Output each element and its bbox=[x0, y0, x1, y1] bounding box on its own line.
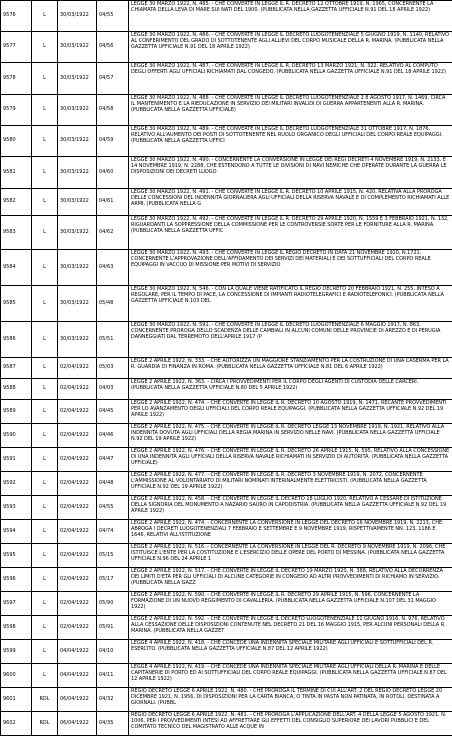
record-number-cell: 9587 bbox=[1, 358, 32, 379]
record-number-cell: 9594 bbox=[1, 520, 32, 544]
record-number-cell: 9595 bbox=[1, 544, 32, 568]
table-row bbox=[1, 157, 452, 189]
act-type-cell: L bbox=[32, 32, 58, 63]
act-description-cell: LEGGE 30 MARZO 1922, N. 591. - CHE CONVERTE IN LEGGE IL DECRETO LUOGOTENENZIALE 6 MAGGIO 1917, N. 863, CONCERNENTE PROROGA DELLO SCADENZA DELLE CAMBIALI IN ALCUNI COMUNI DELLE PROVINCIE DI AREZZO E DI PERUGIA DANNEGGIATI DAL TERREMOTO DELL'APRILE 1917 (P bbox=[129, 322, 452, 358]
act-description-cell: LEGGE 2 APRILE 1922, N. 475. - CHE CONVERTE IN LEGGE IL R. DECRETO LEGGE 13 NOVEMBRE 1919, N. 1921, RELATIVO ALLA INDENNITÀ DOVUTA AGLI UFFICIALI DELLA REGIA MARINA IN SERVIZIO NELLE NAVI. (PUBBLICATA NELLA GAZZETTA UFFICIALE N.92 DEL 19 APRILE 1922) bbox=[129, 424, 452, 448]
act-description-cell: LEGGE 2 APRILE 1922, N. 592. - CHE CONVERTE IN LEGGE IL DECRETO LUOGOTENENZIALE 11 GIUGNO 1916, N. 976, RELATIVO ALLA CESSAZIONE DELLE DISPOSIZIONI CONTENUTE NEL DECRETO 21 DEL 16 MAGGIO 1915, PER ALCUNI PERSONALI DELLA R. MARINA. (PUBBLICATA NELLA GAZZET bbox=[129, 616, 452, 640]
act-date-cell: 06/04/1922 bbox=[58, 688, 97, 712]
act-type-cell: L bbox=[32, 189, 58, 216]
page-code-cell: 04/56 bbox=[97, 32, 129, 63]
page-code-cell: 04/60 bbox=[97, 157, 129, 189]
page-code-cell: 04/03 bbox=[97, 379, 129, 400]
act-date-cell: 02/04/1922 bbox=[58, 472, 97, 496]
page-code-cell: 04/48 bbox=[97, 472, 129, 496]
page-code-cell: 05/48 bbox=[97, 286, 129, 322]
record-number-cell: 9580 bbox=[1, 126, 32, 157]
record-number-cell: 9579 bbox=[1, 95, 32, 126]
table-row bbox=[1, 568, 452, 592]
page-code-cell: 04/47 bbox=[97, 448, 129, 472]
record-number-cell: 9584 bbox=[1, 250, 32, 286]
record-number-cell: 9598 bbox=[1, 616, 32, 640]
act-date-cell: 02/04/1922 bbox=[58, 544, 97, 568]
act-type-cell: L bbox=[32, 157, 58, 189]
act-type-cell: L bbox=[32, 592, 58, 616]
table-row bbox=[1, 379, 452, 400]
act-description-cell: LEGGE 30 MARZO 1922, N. 492. - CHE CONVERTE IN LEGGE IL R. DECRETO 29 APRILE 1920, N. 1559 E 3 FEBBRAIO 1921, N. 132, RIGUARDANTI LA SOPPRESSIONE DELLA COMMISSIONE PER LE CONTROVERSIE SORTE PER LE FORNITURE ALLA R. MARINA. (PUBBLICATA NELLA GAZZETTA UFFIC bbox=[129, 216, 452, 250]
page-code-cell: 04/57 bbox=[97, 63, 129, 95]
table-row bbox=[1, 1, 452, 32]
table-row bbox=[1, 544, 452, 568]
record-number-cell: 9578 bbox=[1, 63, 32, 95]
page-code-cell: 04/55 bbox=[97, 1, 129, 32]
act-type-cell: L bbox=[32, 568, 58, 592]
act-date-cell: 30/03/1922 bbox=[58, 126, 97, 157]
record-number-cell: 9600 bbox=[1, 664, 32, 688]
act-description-cell: LEGGE 30 MARZO 1922, N. 546. - CON LA QUALE VIENE RATIFICATO IL REGIO DECRETO 20 FEBBRAIO 1921, N. 255, INTESO A REGOLARE, PER IL TEMPO DI PACE, LA CONCESSIONE DI IMPIANTI RADIOTELEGRAFICI E RADIOTELEFONICI. (PUBBLICATA NELLA GAZZETTA UFFICIALE N.103 DEL bbox=[129, 286, 452, 322]
act-type-cell: L bbox=[32, 95, 58, 126]
table-row bbox=[1, 322, 452, 358]
record-number-cell: 9592 bbox=[1, 472, 32, 496]
act-type-cell: L bbox=[32, 400, 58, 424]
act-date-cell: 30/03/1922 bbox=[58, 1, 97, 32]
act-date-cell: 02/04/1922 bbox=[58, 424, 97, 448]
page-code-cell: 04/74 bbox=[97, 520, 129, 544]
table-row bbox=[1, 189, 452, 216]
table-row bbox=[1, 688, 452, 712]
record-number-cell: 9599 bbox=[1, 640, 32, 664]
record-number-cell: 9597 bbox=[1, 592, 32, 616]
act-date-cell: 02/04/1922 bbox=[58, 616, 97, 640]
act-type-cell: RDL bbox=[32, 688, 58, 712]
record-number-cell: 9582 bbox=[1, 189, 32, 216]
page-code-cell: 05/90 bbox=[97, 592, 129, 616]
act-date-cell: 30/03/1922 bbox=[58, 216, 97, 250]
page-code-cell: 04/32 bbox=[97, 688, 129, 712]
act-date-cell: 30/03/1922 bbox=[58, 157, 97, 189]
record-number-cell: 9591 bbox=[1, 448, 32, 472]
page-code-cell: 04/63 bbox=[97, 250, 129, 286]
table-row bbox=[1, 448, 452, 472]
record-number-cell: 9583 bbox=[1, 216, 32, 250]
act-date-cell: 04/04/1922 bbox=[58, 640, 97, 664]
act-description-cell: LEGGE 2 APRILE 1922, N. 474. - CHE CONVERTE IN LEGGE IL R. DECRETO 10 AGOSTO 1919, N. 1471, RECANTE PROVVEDIMENTI PER LO AVANZAMENTO DEGLI UFFICIALI DEL CORPO REALE EQUIPAGGI. (PUBBLICATA NELLA GAZZETTA UFFICIALE N.92 DEL 19 APRILE 1922) bbox=[129, 400, 452, 424]
register-body bbox=[1, 1, 452, 736]
record-number-cell: 9590 bbox=[1, 424, 32, 448]
page-code-cell: 04/55 bbox=[97, 496, 129, 520]
page-code-cell: 04/59 bbox=[97, 126, 129, 157]
table-row bbox=[1, 640, 452, 664]
act-date-cell: 02/04/1922 bbox=[58, 379, 97, 400]
record-number-cell: 9589 bbox=[1, 400, 32, 424]
act-date-cell: 02/04/1922 bbox=[58, 568, 97, 592]
record-number-cell: 9601 bbox=[1, 688, 32, 712]
record-number-cell: 9577 bbox=[1, 32, 32, 63]
table-row bbox=[1, 126, 452, 157]
act-type-cell: L bbox=[32, 640, 58, 664]
act-type-cell: L bbox=[32, 63, 58, 95]
page-code-cell: 04/58 bbox=[97, 95, 129, 126]
act-date-cell: 02/04/1922 bbox=[58, 400, 97, 424]
act-type-cell: L bbox=[32, 216, 58, 250]
act-type-cell: L bbox=[32, 664, 58, 688]
act-type-cell: L bbox=[32, 358, 58, 379]
act-date-cell: 02/04/1922 bbox=[58, 358, 97, 379]
act-type-cell: L bbox=[32, 322, 58, 358]
record-number-cell: 9593 bbox=[1, 496, 32, 520]
page-code-cell: 05/51 bbox=[97, 322, 129, 358]
table-row bbox=[1, 286, 452, 322]
page-code-cell: 05/15 bbox=[97, 544, 129, 568]
record-number-cell: 9581 bbox=[1, 157, 32, 189]
act-date-cell: 30/03/1922 bbox=[58, 322, 97, 358]
act-type-cell: L bbox=[32, 250, 58, 286]
act-date-cell: 30/03/1922 bbox=[58, 63, 97, 95]
act-description-cell: LEGGE 30 MARZO 1922, N. 487. - CHE CONVERTE IN LEGGE IL R. DECRETO 13 MARZO 1921, N. 322, RELATIVO AL COMPUTO DEGLI OFFERTI AGLI UFFICIALI RICHIAMATI DAL CONGEDO. (PUBBLICATA NELLA GAZZETTA UFFICIALE N.91 DEL 18 APRILE 1922) bbox=[129, 63, 452, 95]
table-row bbox=[1, 95, 452, 126]
act-date-cell: 06/04/1922 bbox=[58, 712, 97, 736]
record-number-cell: 9576 bbox=[1, 1, 32, 32]
page-code-cell: 04/46 bbox=[97, 424, 129, 448]
act-description-cell: LEGGE 2 APRILE 1922, N. 516. - CONCERNENTE LA CONVERSIONE IN LEGGE DEL R. DECRETO 9 NOVEMBRE 1919, N. 2096, CHE ISTITUISCE L'ENTE PER LA COSTITUZIONE E L'ESERCIZIO DELLE OPERE DEL PORTO DI MESSINA. (PUBBLICATA NELLA GAZZETTA UFFICIALE N.96 DEL 24 APRILE 1 bbox=[129, 544, 452, 568]
table-row bbox=[1, 616, 452, 640]
page-code-cell: 04/35 bbox=[97, 712, 129, 736]
act-description-cell: LEGGE 2 APRILE 1922, N. 458. - CHE CONVERTE IN LEGGE IL DECRETO 18 LUGLIO 1920, RELATIVO A CESSARE DI ISTITUZIONE DELLA SIGNORIA DEL MONUMENTO A NAZARIO SAURO IN CAPODISTRIA. (PUBBLICATA NELLA GAZZETTA UFFICIALE N.92 DEL 19 APRILE 1922) bbox=[129, 496, 452, 520]
act-type-cell: L bbox=[32, 424, 58, 448]
act-description-cell: LEGGE 30 MARZO 1922, N. 491. - CHE CONVERTE IN LEGGE IL R. DECRETO 10 APRILE 1915, N. 420, RELATIVA ALLA PROROGA DELLE CONCESSIONI DEL INDENNITÀ GIORNALIERA AGLI UFFICIALI DELLA RISERVA NAVALE E DI COMPLEMENTO RICHIAMATI ALLE ARMI. (PUBBLICATA NELLA G bbox=[129, 189, 452, 216]
page-code-cell: 05/03 bbox=[97, 358, 129, 379]
record-number-cell: 9596 bbox=[1, 568, 32, 592]
act-description-cell: LEGGE 2 APRILE 1922, N. 590. - CHE CONVERTE IN LEGGE IL R. DECRETO 29 APRILE 1915, N. 596, CONCERNENTE LA FORMAZIONE DI UN NUOVO REGGIMENTO DI CAVALLERIA. (PUBBLICATA NELLA GAZZETTA UFFICIALE N.107 DEL 31 MAGGIO 1922) bbox=[129, 592, 452, 616]
table-row bbox=[1, 32, 452, 63]
act-description-cell: LEGGE 30 MARZO 1922, N. 493. - CHE CONVERTE IN LEGGE IL REGIO DECRETO IN DATA 21 NOVEMBRE 1920, N.1721, CONCERNENTE L'APPROVAZIONE DELL'AFFIDAMENTO DEI SERVIZI DEI MATERIALI E DEI SOTTUFFICIALI DEL CORPO REALE EQUIPAGGI IN VACCUO DI MISSIONE PER MOTIVI DI SERVIZIO bbox=[129, 250, 452, 286]
act-type-cell: L bbox=[32, 1, 58, 32]
act-type-cell: L bbox=[32, 544, 58, 568]
act-description-cell: LEGGE 2 APRILE 1922, N. 363. - CIRCA I PROVVEDIMENTI PER IL CORPO DEGLI AGENTI DI CUSTODIA DELLE CARCERI. (PUBBLICATA NELLA GAZZETTA UFFICIALE N.80 DEL 5 APRILE 1922) bbox=[129, 379, 452, 400]
act-description-cell: REGIO DECRETO LEGGE 6 APRILE 1922, N. 480. - CHE PROROGA IL TERMINE DI CUI ALL'ART. 2 DEL REGIO DECRETO LEGGE 20 DICEMBRE 1921, N. 1956, DI DISPOSIZIONI PER LA CARTA BIANCA, O TINTA IN PASTA NON PATINATA, IN ROTOLI, DESTINATA A GIORNALI. (PUBBL bbox=[129, 688, 452, 712]
act-type-cell: L bbox=[32, 616, 58, 640]
act-type-cell: L bbox=[32, 472, 58, 496]
act-type-cell: L bbox=[32, 496, 58, 520]
page-code-cell: 04/62 bbox=[97, 216, 129, 250]
record-number-cell: 9602 bbox=[1, 712, 32, 736]
act-date-cell: 02/04/1922 bbox=[58, 592, 97, 616]
act-description-cell: LEGGE 4 APRILE 1922, N. 418. - CHE CONCEDE UNA INDENNITÀ SPECIALE MILITARE AGLI UFFICIALI E SOTTUFFICIALI DEL R. ESERCITO. (PUBBLICATA NELLA GAZZETTA UFFICIALE N.87 DEL 12 APRILE 1922) bbox=[129, 640, 452, 664]
table-row bbox=[1, 424, 452, 448]
act-description-cell: LEGGE 2 APRILE 1922, N. 477. - CHE CONVERTE IN LEGGE IL R. DECRETO 3 NOVEMBRE 1919, N. 2072, CONCERNENTE L'AMMISSIONE AL VOLONTARIATO DI MILITARI NOMINATI INTERINALMENTE ELETTRICISTI. (PUBBLICATA NELLA GAZZETTA UFFICIALE N.92 DEL 19 APRILE 1922) bbox=[129, 472, 452, 496]
record-number-cell: 9585 bbox=[1, 286, 32, 322]
table-row bbox=[1, 216, 452, 250]
act-description-cell: LEGGE 4 APRILE 1922, N. 419. - CHE CONCEDE UNA INDENNITÀ SPECIALE MILITARE AGLI UFFICIALI DELLA R. MARINA E DELLE CAPITANERIE DI PORTO ED AI SOTTUFFICIALI DEL CORPO REALE EQUIPAGGI. (PUBBLICATA NELLA GAZZETTA UFFICIALE N.87 DEL 12 APRILE 1922) bbox=[129, 664, 452, 688]
act-description-cell: LEGGE 30 MARZO 1922, N. 488. - CHE CONVERTE IN LEGGE IL DECRETO LUOGOTENENZIALE 2 8 AGOSTO 1917, N. 1469, CIRCA IL MANTENIMENTO E LA RIEDUCAZIONE IN SERVIZIO DEI MILITARI INVALIDI DI GUERRA APPARTENENTI ALLA R. MARINA. (PUBBLICATA NELLA GAZZETTA UFFICIALE) bbox=[129, 95, 452, 126]
page-code-cell: 04/11 bbox=[97, 664, 129, 688]
table-row bbox=[1, 712, 452, 736]
act-date-cell: 30/03/1922 bbox=[58, 189, 97, 216]
act-description-cell: LEGGE 30 MARZO 1922, N. 490. - CONCERNENTE LA CONVERSIONE IN LEGGE DEI REGI DECRETI 4 NOVEMBRE 1919, N. 2133, E 14 NOVEMBRE 1919, N. 2288, CHE ESTENDONO A TUTTE LE DIVISIONI DI NAVI NEMICHE CHE OPERATE DURANTE LA GUERRA LE DISPOSIZIONI DEI DECRETI LUOGO bbox=[129, 157, 452, 189]
act-description-cell: LEGGE 30 MARZO 1922, N. 489. - CHE CONVERTE IN LEGGE IL DECRETO LUOGOTENENZIALE 31 OTTOBRE 1917, N. 1876, RELATIVO ALL'AUMENTO DEI POSTI DI SOTTOTENENTE NEL RUOLO ORGANICO DEGLI UFFICIALI DEL CORPO REALE EQUIPAGGI. (PUBBLICATA NELLA GAZZETTA UFFICI bbox=[129, 126, 452, 157]
act-date-cell: 02/04/1922 bbox=[58, 448, 97, 472]
act-description-cell: LEGGE 2 APRILE 1922, N. 476. - CHE CONVERTE IN LEGGE IL R. DECRETO 26 APRILE 1915, N. 595, RELATIVO ALLA CONCESSIONE DI UNA INDENNITÀ AGLI UFFICIALI DELLA RISERVA NAVALE RICHIAMATI IN SERVIZIO DI AUTORITÀ. (PUBBLICATA NELLA GAZZETTA UFFICIALE) bbox=[129, 448, 452, 472]
table-row bbox=[1, 520, 452, 544]
record-number-cell: 9586 bbox=[1, 322, 32, 358]
table-row bbox=[1, 358, 452, 379]
act-type-cell: L bbox=[32, 448, 58, 472]
table-row bbox=[1, 250, 452, 286]
act-date-cell: 30/03/1922 bbox=[58, 32, 97, 63]
page-code-cell: 05/17 bbox=[97, 568, 129, 592]
act-date-cell: 30/03/1922 bbox=[58, 95, 97, 126]
act-description-cell: LEGGE 2 APRILE 1922, N. 474. - CONCERNENTE LA CONVERSIONE IN LEGGE DEL DECRETO 16 NOVEMBRE 1919, N. 2213, CHE ABROGA I DECRETI LUOGOTENENZIALI 7 FEBBRAIO E SETTEMBRE E 9 NOVEMBRE 1919, RISPETTIVAMENTE NN. 123, 1186 E 1646, RELATIVI ALL'ISTITUZIONE bbox=[129, 520, 452, 544]
act-date-cell: 04/04/1922 bbox=[58, 664, 97, 688]
page-code-cell: 05/91 bbox=[97, 616, 129, 640]
act-description-cell: LEGGE 30 MARZO 1922, N. 486. - CHE CONVERTE IN LEGGE IL DECRETO LUOGOTENENZIALE 5 GIUGNO 1919, N. 1140, RELATIVO AL CONFERIMENTO DEL GRADO DI SOTTOTENENTE AGLI ALLIEVI DEL CORPO MUSICALE DELLA R. MARINA. (PUBBLICATA NELLA GAZZETTA UFFICIALE N.91 DEL 18 APRILE 1922) bbox=[129, 32, 452, 63]
page-code-cell: 04/45 bbox=[97, 400, 129, 424]
table-row bbox=[1, 496, 452, 520]
act-type-cell: RDL bbox=[32, 712, 58, 736]
act-date-cell: 30/03/1922 bbox=[58, 286, 97, 322]
act-date-cell: 02/04/1922 bbox=[58, 520, 97, 544]
record-number-cell: 9588 bbox=[1, 379, 32, 400]
table-row bbox=[1, 592, 452, 616]
page-code-cell: 04/10 bbox=[97, 640, 129, 664]
act-description-cell: LEGGE 2 APRILE 1922, N. 333. - CHE AUTORIZZA UN MAGGIORE STANZIAMENTO PER LA COSTRUZIONE DI UNA CASERMA PER LA R. GUARDIA DI FINANZA IN ROMA. (PUBBLICATA NELLA GAZZETTA UFFICIALE N.81 DEL 6 APRILE 1922) bbox=[129, 358, 452, 379]
act-description-cell: REGIO DECRETO LEGGE 6 APRILE 1922, N. 481. - CHE PROROGA L'APPLICAZIONE DELL'ART. 4 DELLA LEGGE 5 AGOSTO 1921, N. 1006, PER I PROVVEDIMENTI INTESI AD AFFRETTARE GLI EFFETTI DEL CONSIGLIO SUPERIORE DEI LAVORI PUBBLICI E DEL COMITATO TECNICO DEL MAGISTRATO ALLE ACQUE IN bbox=[129, 712, 452, 736]
act-type-cell: L bbox=[32, 520, 58, 544]
table-row bbox=[1, 664, 452, 688]
act-type-cell: L bbox=[32, 286, 58, 322]
act-type-cell: L bbox=[32, 379, 58, 400]
act-description-cell: LEGGE 2 APRILE 1922, N. 517. - CHE CONVERTE IN LEGGE IL DECRETO 19 MARZO 1920, N. 388, RELATIVO ALLA DECORRENZA DEI LIMITI D'ETÀ PER GLI UFFICIALI DI ALCUNE CATEGORIE IN CONGEDO AD ALTRI PROVVEDIMENTI DI RICHIAMO IN SERVIZIO. (PUBBLICATA NELLA GAZZ bbox=[129, 568, 452, 592]
act-type-cell: L bbox=[32, 126, 58, 157]
act-description-cell: LEGGE 30 MARZO 1922, N. 485. - CHE CONVERTE IN LEGGE IL R. DECRETO 12 OTTOBRE 1919, N. 1965, CONCERNENTE LA CHIAMATA DELLA LEVA DI MARE SUI NATI DEL 1900. (PUBBLICATA NELLA GAZZETTA UFFICIALE N.91 DEL 18 APRILE 1922) bbox=[129, 1, 452, 32]
act-date-cell: 30/03/1922 bbox=[58, 250, 97, 286]
table-row bbox=[1, 472, 452, 496]
table-row bbox=[1, 400, 452, 424]
act-date-cell: 02/04/1922 bbox=[58, 496, 97, 520]
table-row bbox=[1, 63, 452, 95]
page-code-cell: 04/61 bbox=[97, 189, 129, 216]
